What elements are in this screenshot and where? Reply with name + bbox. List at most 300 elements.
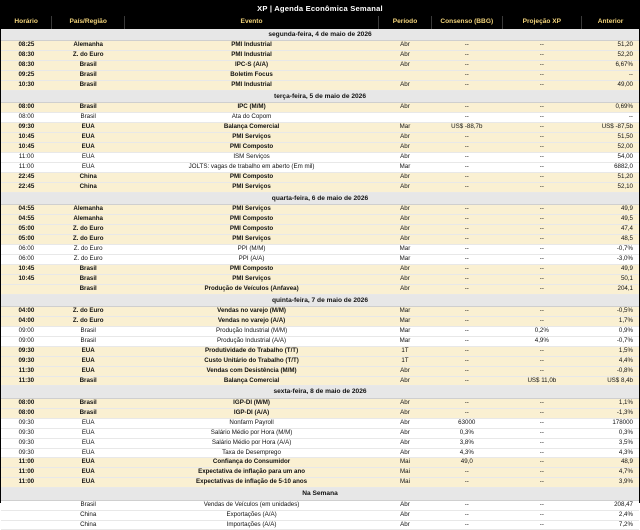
cell-pais-regiao: EUA	[52, 162, 125, 172]
cell-horario: 10:30	[1, 81, 52, 91]
cell-anterior: 49,9	[582, 205, 639, 215]
cell-projecao-xp: --	[502, 143, 581, 153]
cell-horario: 10:45	[1, 264, 52, 274]
cell-horario: 08:00	[1, 103, 52, 113]
cell-anterior: 4,4%	[582, 356, 639, 366]
cell-pais-regiao: EUA	[52, 133, 125, 143]
table-row	[1, 448, 639, 458]
table-row	[1, 81, 639, 91]
cell-anterior: 47,4	[582, 225, 639, 235]
cell-projecao-xp: --	[502, 408, 581, 418]
cell-periodo	[378, 113, 431, 123]
cell-evento: Produção Industrial (M/M)	[125, 326, 379, 336]
cell-anterior: 2,4%	[582, 510, 639, 520]
cell-evento: Vendas de Veículos (em unidades)	[125, 500, 379, 510]
cell-horario: 09:30	[1, 418, 52, 428]
cell-anterior: 48,5	[582, 234, 639, 244]
cell-anterior: 3,9%	[582, 478, 639, 488]
cell-consenso: --	[431, 234, 502, 244]
cell-anterior: 3,5%	[582, 438, 639, 448]
cell-projecao-xp: --	[502, 500, 581, 510]
cell-pais-regiao: China	[52, 182, 125, 192]
cell-projecao-xp: --	[502, 71, 581, 81]
cell-evento: IPC (M/M)	[125, 103, 379, 113]
cell-projecao-xp: --	[502, 428, 581, 438]
cell-pais-regiao: EUA	[52, 438, 125, 448]
cell-periodo: Abr	[378, 61, 431, 71]
cell-pais-regiao: China	[52, 510, 125, 520]
cell-evento: ISM Serviços	[125, 153, 379, 163]
cell-consenso: --	[431, 284, 502, 294]
cell-projecao-xp: --	[502, 244, 581, 254]
cell-periodo: 1T	[378, 346, 431, 356]
cell-consenso: --	[431, 153, 502, 163]
cell-anterior: -0,7%	[582, 336, 639, 346]
cell-horario: 09:30	[1, 356, 52, 366]
table-row	[1, 408, 639, 418]
cell-periodo	[378, 71, 431, 81]
column-header-projecao-xp: Projeção XP	[502, 16, 581, 29]
cell-horario: 09:30	[1, 346, 52, 356]
cell-projecao-xp: --	[502, 448, 581, 458]
cell-evento: PMI Serviços	[125, 133, 379, 143]
cell-evento: Vendas com Desistência (M/M)	[125, 366, 379, 376]
cell-periodo: Abr	[378, 510, 431, 520]
cell-evento: Produtividade do Trabalho (T/T)	[125, 346, 379, 356]
table-row	[1, 51, 639, 61]
column-header-periodo: Período	[378, 16, 431, 29]
cell-projecao-xp: --	[502, 133, 581, 143]
cell-projecao-xp: --	[502, 123, 581, 133]
cell-horario: 09:25	[1, 71, 52, 81]
cell-anterior: -0,7%	[582, 244, 639, 254]
cell-projecao-xp: US$ 11,0b	[502, 376, 581, 386]
cell-consenso: --	[431, 346, 502, 356]
cell-projecao-xp: --	[502, 510, 581, 520]
cell-pais-regiao: EUA	[52, 366, 125, 376]
cell-pais-regiao: EUA	[52, 346, 125, 356]
cell-consenso: --	[431, 326, 502, 336]
day-label: segunda-feira, 4 de maio de 2026	[1, 29, 639, 41]
cell-pais-regiao: EUA	[52, 356, 125, 366]
cell-pais-regiao: Brasil	[52, 113, 125, 123]
cell-evento: PPI (A/A)	[125, 254, 379, 264]
cell-periodo: Abr	[378, 418, 431, 428]
cell-horario	[1, 520, 52, 530]
cell-evento: PMI Serviços	[125, 274, 379, 284]
table-row	[1, 274, 639, 284]
cell-consenso: --	[431, 398, 502, 408]
cell-horario: 11:00	[1, 153, 52, 163]
cell-evento: Ata do Copom	[125, 113, 379, 123]
cell-periodo: Abr	[378, 153, 431, 163]
cell-periodo: Abr	[378, 274, 431, 284]
day-label: quinta-feira, 7 de maio de 2026	[1, 294, 639, 306]
cell-horario: 05:00	[1, 234, 52, 244]
cell-evento: IGP-DI (A/A)	[125, 408, 379, 418]
cell-consenso: US$ -88,7b	[431, 123, 502, 133]
cell-horario: 08:30	[1, 51, 52, 61]
day-label: sexta-feira, 8 de maio de 2026	[1, 386, 639, 398]
cell-horario: 10:45	[1, 133, 52, 143]
cell-consenso: --	[431, 133, 502, 143]
cell-pais-regiao: China	[52, 172, 125, 182]
table-row	[1, 478, 639, 488]
cell-consenso: 0,3%	[431, 428, 502, 438]
table-body	[1, 29, 639, 530]
cell-anterior: 48,9	[582, 458, 639, 468]
cell-pais-regiao: Brasil	[52, 284, 125, 294]
cell-periodo: Abr	[378, 81, 431, 91]
cell-anterior: US$ -87,5b	[582, 123, 639, 133]
column-header-horario: Horário	[1, 16, 52, 29]
cell-evento: Taxa de Desemprego	[125, 448, 379, 458]
cell-periodo: 1T	[378, 356, 431, 366]
cell-anterior: 49,00	[582, 81, 639, 91]
cell-consenso: --	[431, 356, 502, 366]
cell-evento: PMI Industrial	[125, 81, 379, 91]
cell-pais-regiao: Brasil	[52, 61, 125, 71]
table-row	[1, 510, 639, 520]
cell-projecao-xp: 0,2%	[502, 326, 581, 336]
cell-evento: Salário Médio por Hora (M/M)	[125, 428, 379, 438]
cell-anterior: 49,5	[582, 215, 639, 225]
cell-pais-regiao: Z. do Euro	[52, 225, 125, 235]
cell-horario: 05:00	[1, 225, 52, 235]
cell-projecao-xp: --	[502, 234, 581, 244]
cell-anterior: 6,67%	[582, 61, 639, 71]
cell-projecao-xp: --	[502, 215, 581, 225]
cell-projecao-xp: --	[502, 81, 581, 91]
cell-consenso: --	[431, 500, 502, 510]
cell-anterior: 0,9%	[582, 326, 639, 336]
day-label: Na Semana	[1, 488, 639, 500]
cell-evento: Vendas no varejo (A/A)	[125, 316, 379, 326]
cell-horario: 11:30	[1, 376, 52, 386]
cell-horario: 09:00	[1, 326, 52, 336]
cell-anterior: 0,3%	[582, 428, 639, 438]
table-row	[1, 468, 639, 478]
cell-pais-regiao: Brasil	[52, 103, 125, 113]
table-row	[1, 428, 639, 438]
cell-consenso: 4,3%	[431, 448, 502, 458]
cell-projecao-xp: --	[502, 103, 581, 113]
cell-pais-regiao: Z. do Euro	[52, 254, 125, 264]
cell-anterior: 7,2%	[582, 520, 639, 530]
cell-periodo: Mar	[378, 306, 431, 316]
cell-projecao-xp: --	[502, 458, 581, 468]
cell-consenso: --	[431, 51, 502, 61]
table-row	[1, 61, 639, 71]
cell-anterior: 208,47	[582, 500, 639, 510]
cell-anterior: 1,5%	[582, 346, 639, 356]
cell-horario: 08:00	[1, 113, 52, 123]
table-row	[1, 284, 639, 294]
cell-consenso: --	[431, 61, 502, 71]
table-row	[1, 264, 639, 274]
cell-projecao-xp: --	[502, 274, 581, 284]
table-row	[1, 123, 639, 133]
cell-projecao-xp: --	[502, 356, 581, 366]
day-separator-row	[1, 294, 639, 306]
cell-anterior: --	[582, 113, 639, 123]
cell-projecao-xp: --	[502, 306, 581, 316]
cell-projecao-xp: --	[502, 172, 581, 182]
cell-anterior: -0,8%	[582, 366, 639, 376]
cell-horario	[1, 500, 52, 510]
cell-consenso: --	[431, 264, 502, 274]
cell-evento: Vendas no varejo (M/M)	[125, 306, 379, 316]
cell-periodo: Abr	[378, 215, 431, 225]
cell-consenso: --	[431, 71, 502, 81]
table-row	[1, 205, 639, 215]
cell-horario: 09:00	[1, 336, 52, 346]
cell-anterior: US$ 8,4b	[582, 376, 639, 386]
cell-periodo: Mar	[378, 244, 431, 254]
cell-horario: 09:30	[1, 428, 52, 438]
table-row	[1, 182, 639, 192]
table-row	[1, 356, 639, 366]
cell-evento: Balança Comercial	[125, 123, 379, 133]
cell-projecao-xp: --	[502, 316, 581, 326]
cell-evento: PMI Composto	[125, 225, 379, 235]
table-row	[1, 254, 639, 264]
cell-projecao-xp: --	[502, 366, 581, 376]
day-separator-row	[1, 386, 639, 398]
cell-anterior: 54,00	[582, 153, 639, 163]
cell-evento: IPC-S (A/A)	[125, 61, 379, 71]
cell-pais-regiao: EUA	[52, 448, 125, 458]
cell-horario: 04:00	[1, 306, 52, 316]
table-row	[1, 438, 639, 448]
cell-periodo: Abr	[378, 143, 431, 153]
cell-horario: 04:55	[1, 215, 52, 225]
table-row	[1, 113, 639, 123]
cell-periodo: Mar	[378, 316, 431, 326]
cell-projecao-xp: --	[502, 254, 581, 264]
cell-horario: 22:45	[1, 172, 52, 182]
cell-consenso: --	[431, 376, 502, 386]
cell-anterior: 50,1	[582, 274, 639, 284]
cell-horario: 08:25	[1, 41, 52, 51]
cell-pais-regiao: Brasil	[52, 326, 125, 336]
table-row	[1, 326, 639, 336]
cell-evento: Custo Unitário do Trabalho (T/T)	[125, 356, 379, 366]
cell-evento: PPI (M/M)	[125, 244, 379, 254]
day-label: quarta-feira, 6 de maio de 2026	[1, 192, 639, 204]
cell-periodo: Abr	[378, 133, 431, 143]
cell-periodo: Abr	[378, 225, 431, 235]
table-row	[1, 71, 639, 81]
cell-pais-regiao: Alemanha	[52, 205, 125, 215]
cell-horario: 04:55	[1, 205, 52, 215]
cell-periodo: Abr	[378, 438, 431, 448]
cell-projecao-xp: --	[502, 284, 581, 294]
cell-anterior: -0,5%	[582, 306, 639, 316]
cell-evento: Expectativa de inflação para um ano	[125, 468, 379, 478]
cell-anterior: 1,1%	[582, 398, 639, 408]
cell-evento: Balança Comercial	[125, 376, 379, 386]
cell-evento: PMI Composto	[125, 143, 379, 153]
cell-evento: Importações (A/A)	[125, 520, 379, 530]
cell-pais-regiao: EUA	[52, 468, 125, 478]
cell-anterior: 52,00	[582, 143, 639, 153]
cell-periodo: Abr	[378, 398, 431, 408]
cell-projecao-xp: --	[502, 113, 581, 123]
cell-periodo: Mar	[378, 162, 431, 172]
cell-anterior: 0,69%	[582, 103, 639, 113]
table-row	[1, 316, 639, 326]
cell-consenso: --	[431, 205, 502, 215]
cell-evento: Salário Médio por Hora (A/A)	[125, 438, 379, 448]
cell-periodo: Abr	[378, 448, 431, 458]
cell-consenso: --	[431, 41, 502, 51]
cell-horario: 06:00	[1, 244, 52, 254]
cell-anterior: 1,7%	[582, 316, 639, 326]
cell-anterior: --	[582, 71, 639, 81]
cell-consenso: --	[431, 162, 502, 172]
cell-consenso: --	[431, 215, 502, 225]
cell-consenso: --	[431, 336, 502, 346]
cell-periodo: Mar	[378, 336, 431, 346]
cell-horario: 08:30	[1, 61, 52, 71]
cell-pais-regiao: EUA	[52, 123, 125, 133]
cell-projecao-xp: --	[502, 438, 581, 448]
cell-periodo: Abr	[378, 366, 431, 376]
cell-evento: PMI Serviços	[125, 205, 379, 215]
cell-horario	[1, 284, 52, 294]
cell-periodo: Abr	[378, 182, 431, 192]
cell-pais-regiao: EUA	[52, 418, 125, 428]
cell-pais-regiao: Brasil	[52, 398, 125, 408]
cell-consenso: --	[431, 316, 502, 326]
cell-horario: 09:30	[1, 438, 52, 448]
cell-consenso: 49,0	[431, 458, 502, 468]
cell-consenso: --	[431, 103, 502, 113]
cell-consenso: --	[431, 478, 502, 488]
cell-consenso: --	[431, 408, 502, 418]
cell-horario: 11:00	[1, 468, 52, 478]
cell-horario: 11:00	[1, 162, 52, 172]
cell-pais-regiao: Z. do Euro	[52, 244, 125, 254]
cell-horario: 04:00	[1, 316, 52, 326]
cell-anterior: 178000	[582, 418, 639, 428]
day-label: terça-feira, 5 de maio de 2026	[1, 90, 639, 102]
cell-horario: 11:00	[1, 458, 52, 468]
cell-evento: PMI Composto	[125, 172, 379, 182]
cell-pais-regiao: China	[52, 520, 125, 530]
cell-pais-regiao: EUA	[52, 458, 125, 468]
cell-consenso: --	[431, 520, 502, 530]
cell-pais-regiao: EUA	[52, 153, 125, 163]
cell-consenso: --	[431, 182, 502, 192]
cell-pais-regiao: Brasil	[52, 500, 125, 510]
cell-pais-regiao: Z. do Euro	[52, 316, 125, 326]
cell-pais-regiao: Alemanha	[52, 41, 125, 51]
cell-periodo: Abr	[378, 264, 431, 274]
cell-horario: 08:00	[1, 408, 52, 418]
cell-pais-regiao: Brasil	[52, 71, 125, 81]
cell-evento: PMI Industrial	[125, 51, 379, 61]
cell-evento: PMI Industrial	[125, 41, 379, 51]
cell-periodo: Abr	[378, 234, 431, 244]
cell-consenso: --	[431, 172, 502, 182]
cell-consenso: --	[431, 244, 502, 254]
cell-consenso: --	[431, 274, 502, 284]
cell-periodo: Abr	[378, 172, 431, 182]
table-row	[1, 153, 639, 163]
cell-periodo: Mar	[378, 326, 431, 336]
cell-pais-regiao: Z. do Euro	[52, 51, 125, 61]
cell-evento: Produção Industrial (A/A)	[125, 336, 379, 346]
cell-horario: 22:45	[1, 182, 52, 192]
column-header-pais-regiao: País/Região	[52, 16, 125, 29]
cell-consenso: --	[431, 81, 502, 91]
table-row	[1, 133, 639, 143]
cell-consenso: --	[431, 225, 502, 235]
page-title: XP | Agenda Econômica Semanal	[1, 1, 639, 16]
cell-evento: Confiança do Consumidor	[125, 458, 379, 468]
cell-pais-regiao: Brasil	[52, 274, 125, 284]
table-row	[1, 398, 639, 408]
cell-periodo: Abr	[378, 408, 431, 418]
cell-anterior: 4,3%	[582, 448, 639, 458]
table-row	[1, 458, 639, 468]
table-row	[1, 234, 639, 244]
cell-projecao-xp: --	[502, 225, 581, 235]
table-row	[1, 41, 639, 51]
cell-horario: 11:00	[1, 478, 52, 488]
cell-consenso: --	[431, 254, 502, 264]
cell-projecao-xp: --	[502, 468, 581, 478]
cell-anterior: 204,1	[582, 284, 639, 294]
cell-pais-regiao: EUA	[52, 478, 125, 488]
cell-projecao-xp: --	[502, 61, 581, 71]
table-row	[1, 172, 639, 182]
cell-evento: PMI Composto	[125, 215, 379, 225]
cell-horario	[1, 510, 52, 520]
column-header-anterior: Anterior	[582, 16, 639, 29]
cell-pais-regiao: Brasil	[52, 408, 125, 418]
cell-projecao-xp: --	[502, 520, 581, 530]
day-separator-row	[1, 29, 639, 41]
cell-anterior: 51,20	[582, 41, 639, 51]
cell-consenso: --	[431, 366, 502, 376]
cell-anterior: 52,20	[582, 51, 639, 61]
cell-consenso: --	[431, 143, 502, 153]
cell-projecao-xp: --	[502, 478, 581, 488]
day-separator-row	[1, 192, 639, 204]
cell-periodo: Mai	[378, 478, 431, 488]
table-row	[1, 366, 639, 376]
cell-periodo: Abr	[378, 41, 431, 51]
cell-consenso: --	[431, 468, 502, 478]
cell-projecao-xp: --	[502, 182, 581, 192]
cell-periodo: Mar	[378, 123, 431, 133]
cell-projecao-xp: --	[502, 162, 581, 172]
cell-horario: 06:00	[1, 254, 52, 264]
table-row	[1, 336, 639, 346]
cell-periodo: Abr	[378, 51, 431, 61]
cell-projecao-xp: --	[502, 418, 581, 428]
table-row	[1, 376, 639, 386]
cell-horario: 09:30	[1, 448, 52, 458]
cell-evento: JOLTS: vagas de trabalho em aberto (Em mil)	[125, 162, 379, 172]
day-separator-row	[1, 488, 639, 500]
cell-projecao-xp: --	[502, 346, 581, 356]
cell-horario: 10:45	[1, 274, 52, 284]
table-row	[1, 143, 639, 153]
